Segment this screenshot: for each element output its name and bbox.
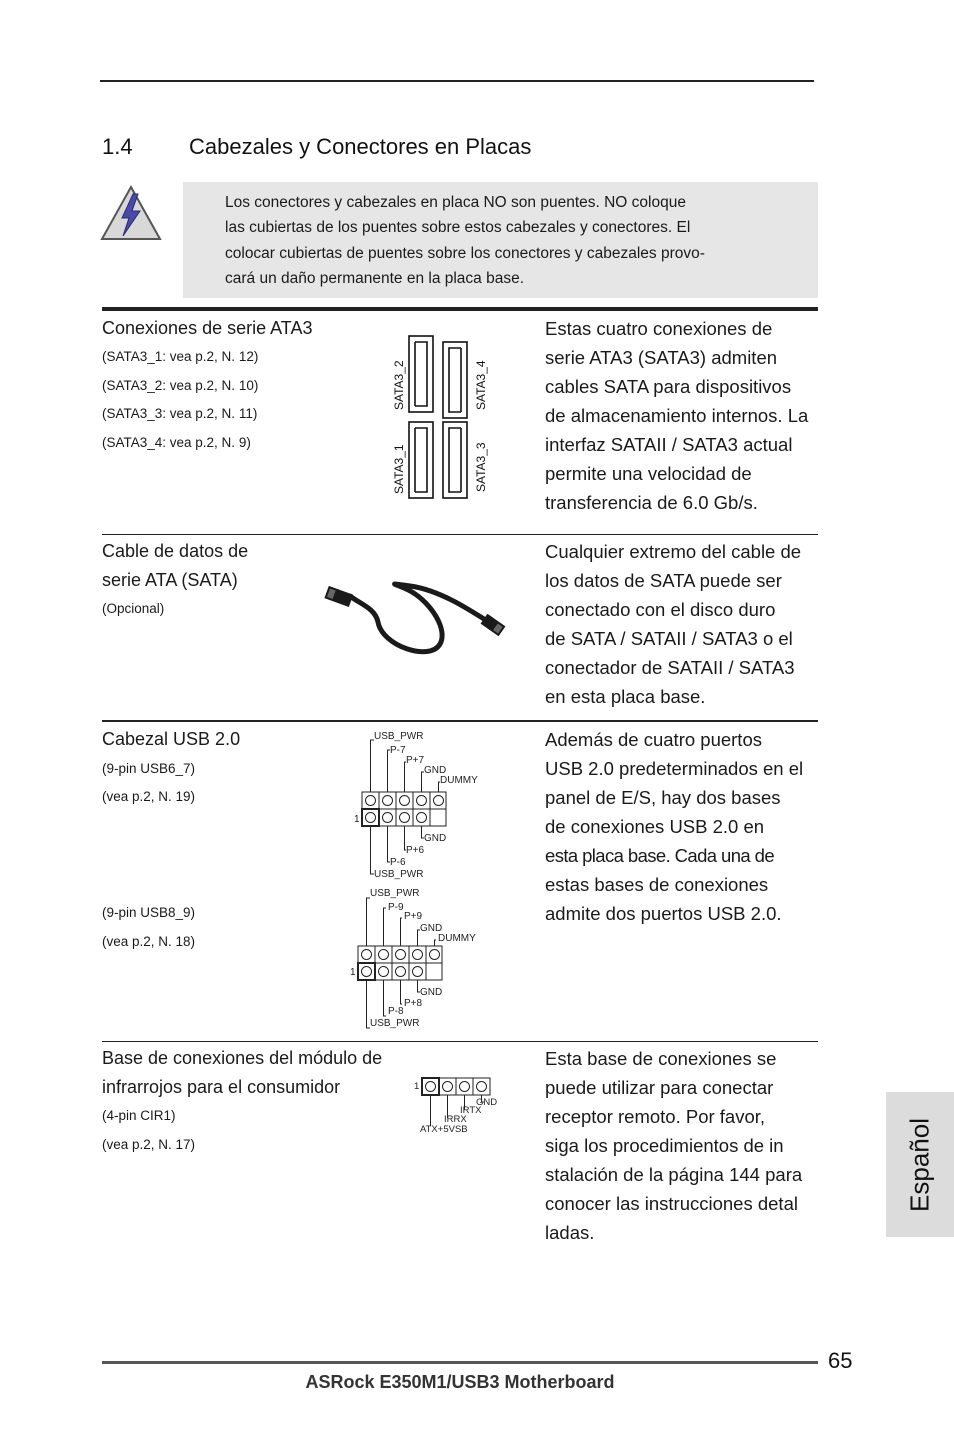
usb-header2-pins: (9-pin USB8_9) xyxy=(102,905,196,920)
desc-line: Esta base de conexiones se xyxy=(545,1048,777,1069)
cir-atx5vsb-label: ATX+5VSB xyxy=(420,1124,468,1135)
usb-gnd-label: GND xyxy=(424,833,447,844)
cir-irtx-label: IRTX xyxy=(460,1105,482,1116)
section-title: Cabezales y Conectores en Placas xyxy=(189,134,532,159)
sata3-title: Conexiones de serie ATA3 xyxy=(102,318,313,338)
desc-line: conectado con el disco duro xyxy=(545,599,776,620)
desc-line: admite dos puertos USB 2.0. xyxy=(545,903,782,924)
warning-line: Los conectores y cabezales en placa NO son puentes. NO coloque xyxy=(225,194,686,211)
row-rule xyxy=(102,720,818,722)
usb-dummy-label: DUMMY xyxy=(438,933,476,944)
language-tab-label: Español xyxy=(904,1117,935,1212)
cir-ref: (vea p.2, N. 17) xyxy=(102,1137,196,1152)
usb-header1-ref: (vea p.2, N. 19) xyxy=(102,789,196,804)
usb-p-8-label: P-8 xyxy=(388,1006,404,1017)
desc-line: serie ATA3 (SATA3) admiten xyxy=(545,347,778,368)
desc-line: ladas. xyxy=(545,1222,595,1243)
usb-header2-diagram xyxy=(346,884,486,1034)
usb-gnd-label: GND xyxy=(424,765,447,776)
desc-line: conectador de SATAII / SATA3 xyxy=(545,657,795,678)
desc-line: panel de E/S, hay dos bases xyxy=(545,787,781,808)
desc-line: permite una velocidad de xyxy=(545,463,752,484)
sata3-ref: (SATA3_4: vea p.2, N. 9) xyxy=(102,435,251,450)
desc-line: conocer las instrucciones detal xyxy=(545,1193,798,1214)
usb-header2-ref: (vea p.2, N. 18) xyxy=(102,934,196,949)
sata3-4-label: SATA3_4 xyxy=(474,360,488,410)
sata3-ref: (SATA3_1: vea p.2, N. 12) xyxy=(102,349,259,364)
row-rule xyxy=(102,1041,818,1042)
usb-pwr-label: USB_PWR xyxy=(374,869,424,880)
usb-p-6-label: P-6 xyxy=(390,857,406,868)
row-rule xyxy=(102,534,818,535)
desc-line: estas bases de conexiones xyxy=(545,874,769,895)
desc-line: Cualquier extremo del cable de xyxy=(545,541,802,562)
desc-line: puede utilizar para conectar xyxy=(545,1077,774,1098)
cir-description xyxy=(545,1044,823,1247)
desc-line: transferencia de 6.0 Gb/s. xyxy=(545,492,758,513)
desc-line: cables SATA para dispositivos xyxy=(545,376,792,397)
desc-line: stalación de la página 144 para xyxy=(545,1164,803,1185)
warning-lightning-icon xyxy=(100,184,162,242)
desc-line: siga los procedimientos de in xyxy=(545,1135,784,1156)
sata3-connectors-diagram xyxy=(385,334,495,504)
desc-line: los datos de SATA puede ser xyxy=(545,570,782,591)
cir-irrx-label: IRRX xyxy=(444,1114,467,1125)
desc-line: de conexiones USB 2.0 en xyxy=(545,816,765,837)
usb-pin1-label: 1 xyxy=(354,814,360,825)
usb-pwr-label: USB_PWR xyxy=(370,888,420,899)
usb-pwr-label: USB_PWR xyxy=(374,731,424,742)
warning-text xyxy=(225,190,750,291)
desc-line: en esta placa base. xyxy=(545,686,706,707)
footer-rule xyxy=(102,1361,818,1364)
footer-title: ASRock E350M1/USB3 Motherboard xyxy=(305,1372,615,1392)
usb-header1-diagram xyxy=(350,726,490,882)
desc-line: Estas cuatro conexiones de xyxy=(545,318,773,339)
cir-header-diagram xyxy=(412,1074,512,1136)
sata3-description xyxy=(545,314,823,517)
table-top-rule xyxy=(102,307,818,311)
sata-cable-title xyxy=(102,537,248,595)
cir-gnd-label: GND xyxy=(476,1097,498,1108)
desc-line: interfaz SATAII / SATA3 actual xyxy=(545,434,793,455)
desc-line: esta placa base. Cada una de xyxy=(545,845,775,866)
usb-gnd-label: GND xyxy=(420,987,443,998)
title-line: infrarrojos para el consumidor xyxy=(102,1077,341,1097)
usb-header1-pins: (9-pin USB6_7) xyxy=(102,761,196,776)
title-line: Base de conexiones del módulo de xyxy=(102,1048,383,1068)
usb-dummy-label: DUMMY xyxy=(440,775,478,786)
usb-p-7-label: P-7 xyxy=(390,745,406,756)
usb-gnd-label: GND xyxy=(420,923,443,934)
desc-line: de SATA / SATAII / SATA3 o el xyxy=(545,628,793,649)
usb-description xyxy=(545,725,823,928)
cir-title xyxy=(102,1044,382,1102)
title-line: Cable de datos de xyxy=(102,541,249,561)
usb-pp8-label: P+8 xyxy=(404,998,423,1009)
warning-line: las cubiertas de los puentes sobre estos cabezales y conectores. El xyxy=(225,219,691,237)
desc-line: USB 2.0 predeterminados en el xyxy=(545,758,804,779)
usb-title: Cabezal USB 2.0 xyxy=(102,729,241,749)
section-number: 1.4 xyxy=(102,134,133,159)
cir-pin1-label: 1 xyxy=(414,1081,420,1092)
usb-pp9-label: P+9 xyxy=(404,911,423,922)
sata3-1-label: SATA3_1 xyxy=(392,444,406,494)
language-tab xyxy=(886,1092,954,1237)
sata3-ref: (SATA3_2: vea p.2, N. 10) xyxy=(102,378,259,393)
usb-p-9-label: P-9 xyxy=(388,902,404,913)
sata-cable-optional: (Opcional) xyxy=(102,601,165,616)
desc-line: de almacenamiento internos. La xyxy=(545,405,809,426)
desc-line: receptor remoto. Por favor, xyxy=(545,1106,766,1127)
sata3-3-label: SATA3_3 xyxy=(474,442,488,492)
usb-pp6-label: P+6 xyxy=(406,845,425,856)
sata3-ref: (SATA3_3: vea p.2, N. 11) xyxy=(102,406,258,421)
cir-pins: (4-pin CIR1) xyxy=(102,1108,176,1123)
sata3-2-label: SATA3_2 xyxy=(392,360,406,410)
desc-line: Además de cuatro puertos xyxy=(545,729,762,750)
usb-pin1-label: 1 xyxy=(350,967,356,978)
sata-cable-image xyxy=(320,574,510,664)
top-rule xyxy=(100,80,814,82)
warning-line: colocar cubiertas de puentes sobre los conectores y cabezales provo- xyxy=(225,244,705,262)
usb-pp7-label: P+7 xyxy=(406,755,425,766)
warning-line: cará un daño permanente en la placa base. xyxy=(225,269,525,287)
sata-cable-description xyxy=(545,537,823,711)
usb-pwr-label: USB_PWR xyxy=(370,1018,420,1029)
page-number: 65 xyxy=(828,1348,853,1373)
title-line: serie ATA (SATA) xyxy=(102,570,238,590)
